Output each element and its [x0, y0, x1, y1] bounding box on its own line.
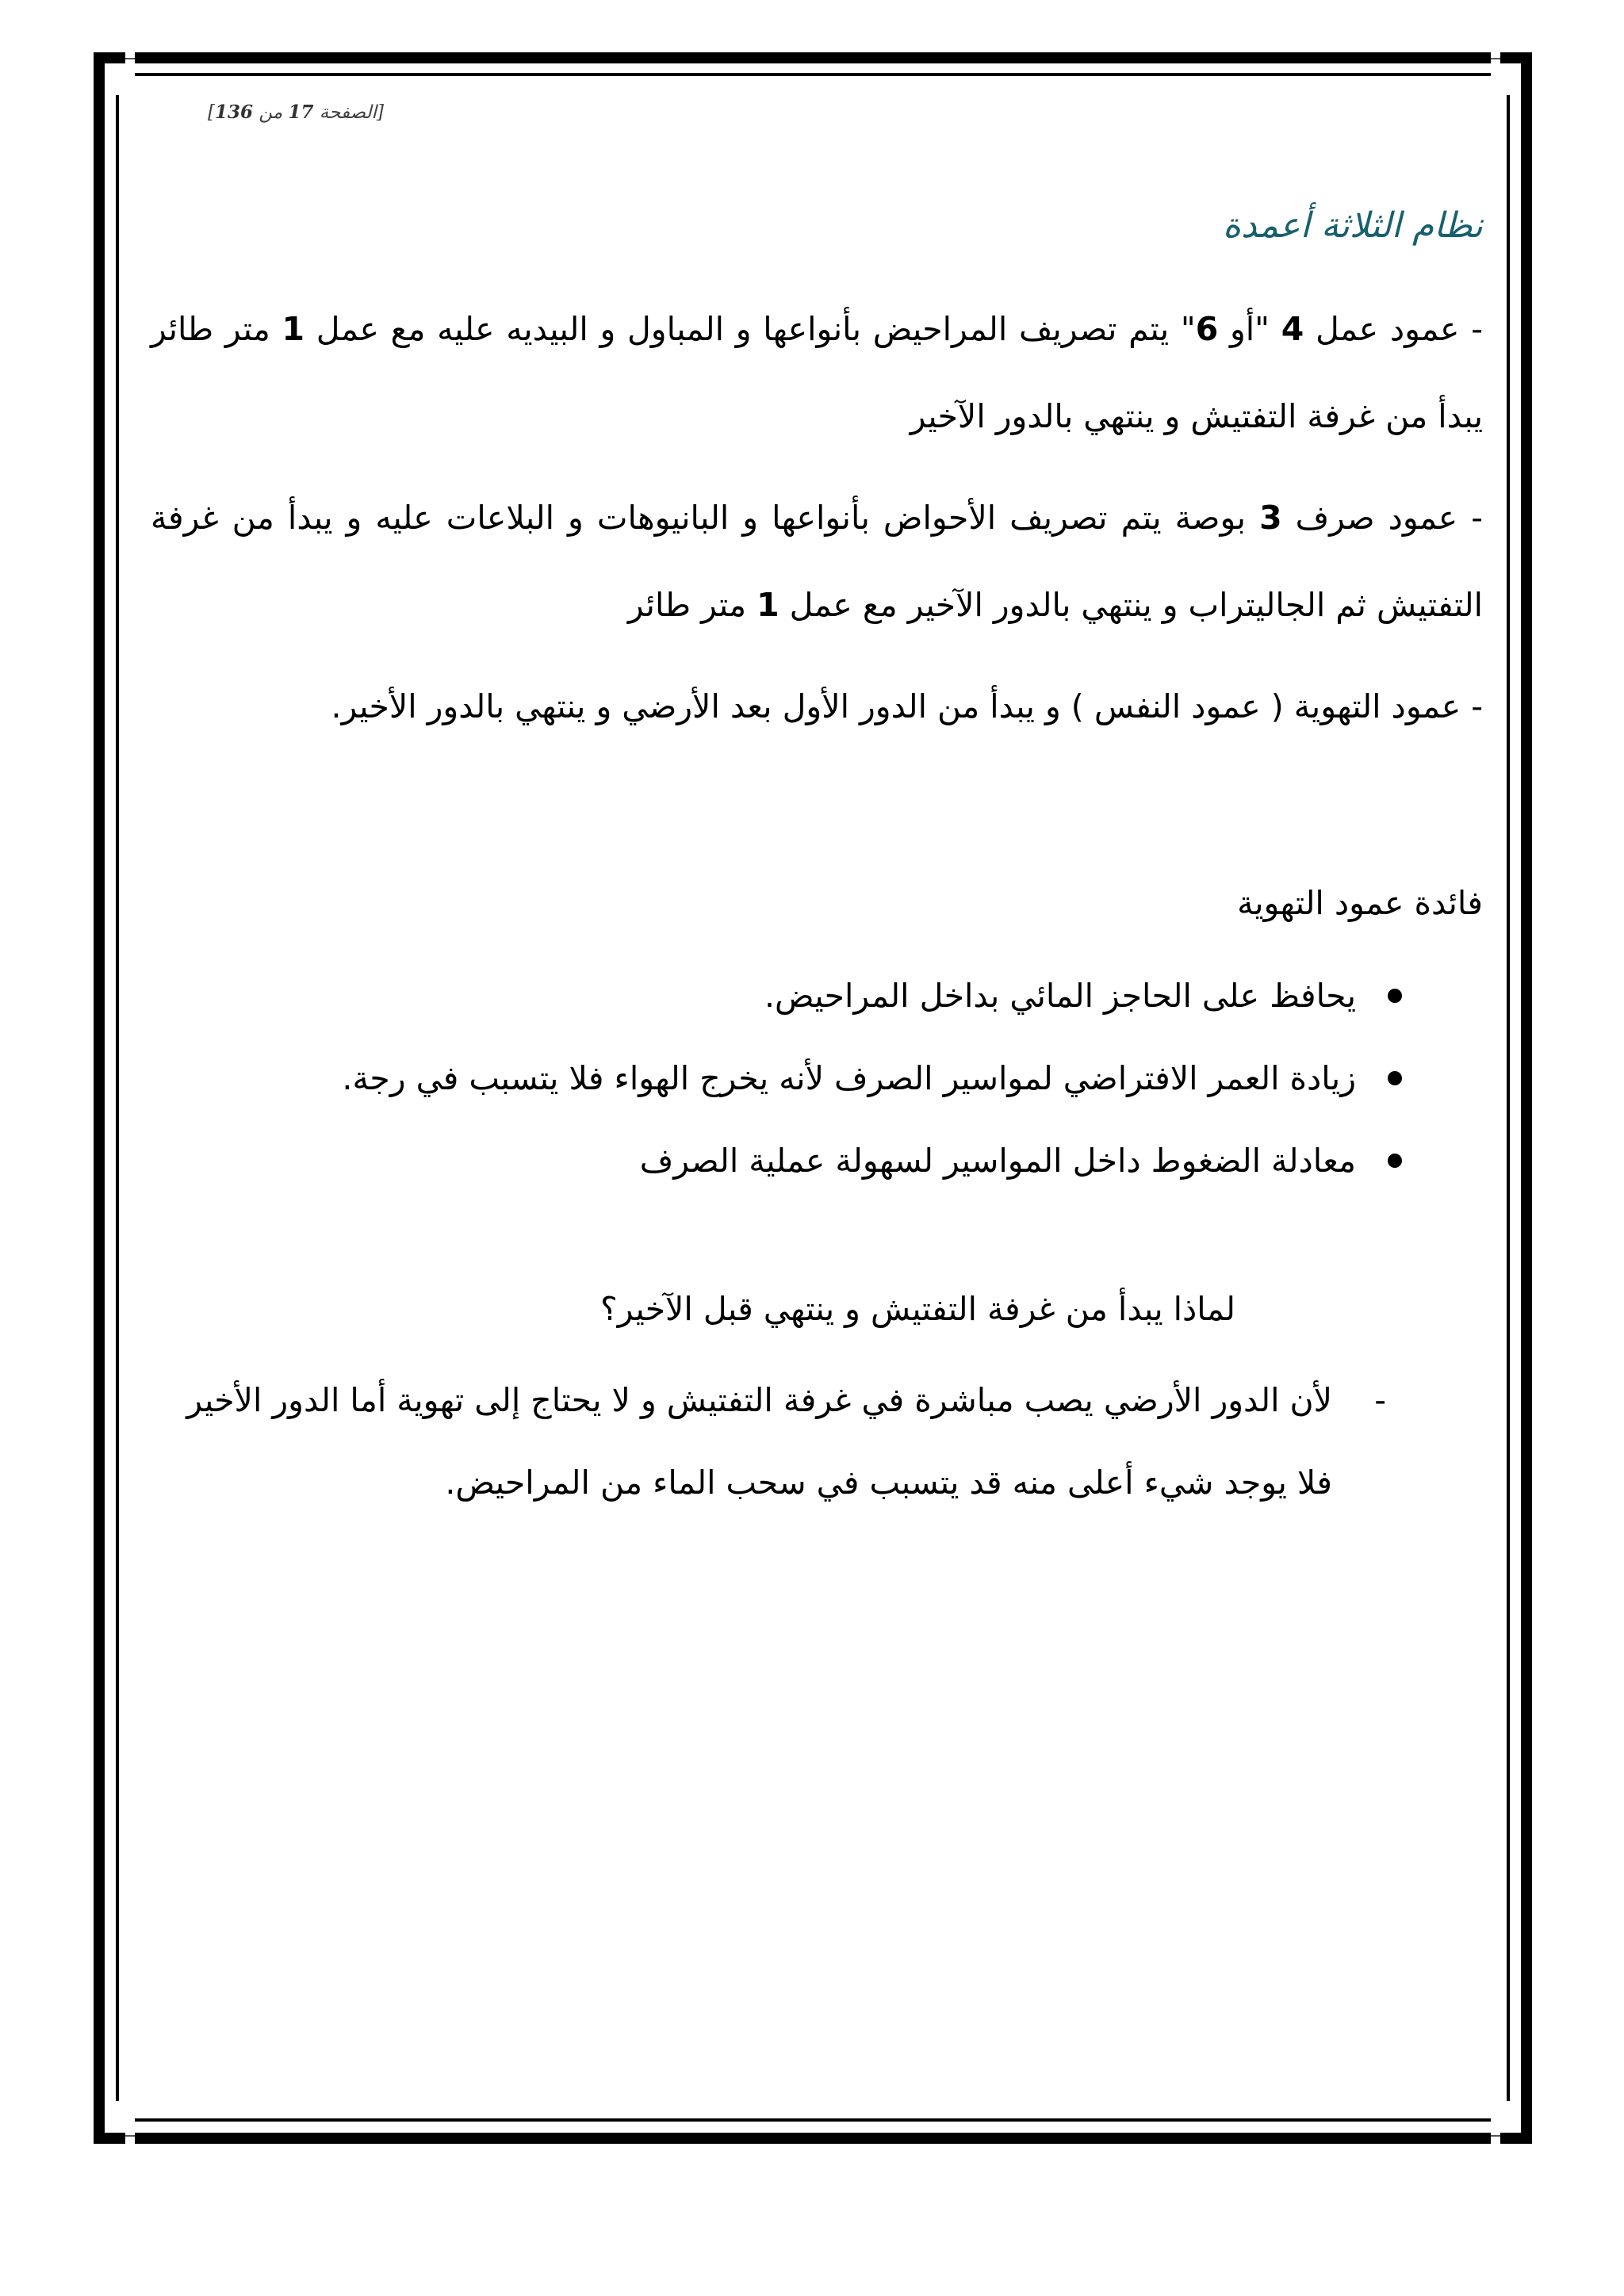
border-top-bar [135, 52, 1491, 63]
page-number-label: الصفحة [319, 102, 377, 123]
border-corner-tl-v [94, 52, 105, 100]
spacer [151, 764, 1483, 859]
document-body [151, 198, 1483, 1538]
border-corner-tr-v [1521, 52, 1532, 100]
benefits-heading: فائدة عمود التهوية [1237, 884, 1483, 922]
answer-text [151, 1359, 1483, 1524]
border-top-inner-line [135, 73, 1491, 76]
p2-mid: بوصة يتم تصريف الأحواض بأنواعها و البانيوهات و البلاعات عليه و يبدأ من غرفة التفتيش ثم الجاليتراب و ينتهي بالدور الآخير مع عمل [151, 499, 1483, 624]
answer-body: لأن الدور الأرضي يصب مباشرة في غرفة التفتيش و لا يحتاج إلى تهوية أما الدور الأخير فلا يوجد شيء أعلى منه قد يتسبب في سحب الماء من المراحيض. [186, 1381, 1332, 1502]
border-corner-bl-v [94, 2096, 105, 2144]
page-number-close-bracket: ] [208, 102, 215, 123]
page-number-total: 136 [214, 101, 253, 123]
bullet-icon [1388, 989, 1402, 1003]
paragraph-work-stack [151, 285, 1483, 460]
p1-pre: - عمود عمل [1304, 310, 1483, 348]
p1-num-4: 4 [1281, 310, 1304, 348]
p1-num-1: 1 [282, 310, 305, 348]
border-bottom-inner-line [135, 2118, 1491, 2122]
border-left-bar [94, 95, 105, 2101]
p1-end: متر طائر يبدأ من غرفة التفتيش و ينتهي بالدور الآخير [151, 310, 1483, 435]
list-item [151, 1119, 1356, 1202]
border-corner-br-v [1521, 2096, 1532, 2144]
list-item [151, 955, 1356, 1037]
list-item [151, 1037, 1356, 1119]
p2-end: متر طائر [627, 586, 757, 624]
list-item-text: يحافظ على الحاجز المائي بداخل المراحيض. [764, 977, 1356, 1015]
page-number [208, 101, 384, 123]
answer-dash: - [1374, 1381, 1386, 1419]
border-right-bar [1521, 95, 1532, 2101]
page-number-current: 17 [288, 101, 314, 123]
p2-num-1: 1 [756, 586, 779, 624]
list-item-text: زيادة العمر الافتراضي لمواسير الصرف لأنه يخرج الهواء فلا يتسبب في رجة. [342, 1059, 1356, 1097]
spacer [151, 1202, 1483, 1273]
bullet-icon [1388, 1154, 1402, 1168]
border-left-inner-line [116, 95, 119, 2101]
question-text: لماذا يبدأ من غرفة التفتيش و ينتهي قبل الآخير؟ [599, 1290, 1235, 1328]
border-right-inner-line [1507, 95, 1510, 2101]
border-bottom-bar [135, 2133, 1491, 2144]
benefits-list [151, 955, 1483, 1202]
p1-post: " يتم تصريف المراحيض بأنواعها و المباول و البيديه عليه مع عمل [304, 310, 1196, 348]
page-number-open-bracket: [ [376, 102, 384, 123]
p1-num-6: 6 [1195, 310, 1219, 348]
p2-num-3: 3 [1259, 499, 1282, 537]
paragraph-drain-stack [151, 474, 1483, 649]
p2-pre: - عمود صرف [1281, 499, 1484, 537]
bullet-icon [1388, 1071, 1402, 1085]
paragraph-vent-stack: - عمود التهوية ( عمود النفس ) و يبدأ من الدور الأول بعد الأرضي و ينتهي بالدور الأخير. [331, 687, 1483, 725]
page-number-of: من [259, 102, 283, 123]
section-title: نظام الثلاثة أعمدة [1222, 205, 1483, 246]
list-item-text: معادلة الضغوط داخل المواسير لسهولة عملية الصرف [639, 1142, 1356, 1180]
p1-mid: "أو [1218, 310, 1281, 348]
